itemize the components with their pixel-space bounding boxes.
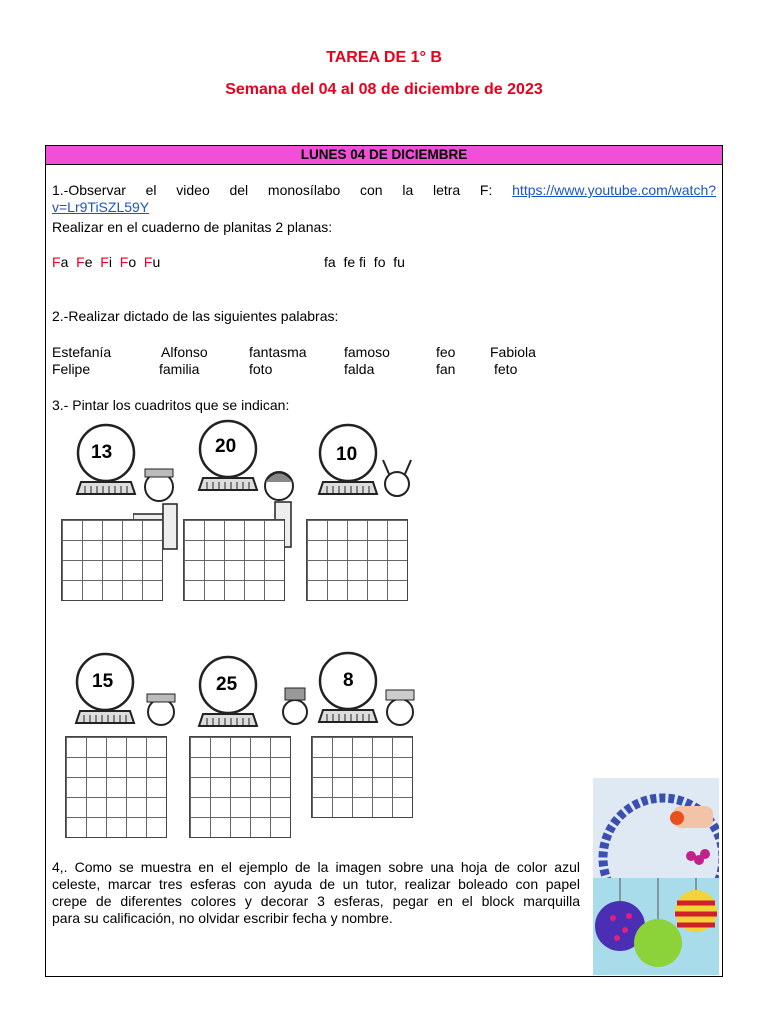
task4-line: 4,. Como se muestra en el ejemplo de la imagen sobre una hoja de color azul (52, 859, 580, 875)
counting-grid (311, 736, 413, 818)
dictation-word: famoso (344, 344, 390, 360)
dictation-word: fan (436, 361, 456, 377)
globe-number: 25 (216, 674, 238, 695)
dictation-word: Felipe (52, 361, 91, 377)
task4-line: para su calificación, no olvidar escribir fecha y nombre. (52, 910, 393, 926)
dictation-word: feo (436, 344, 456, 360)
task3-text: 3.- Pintar los cuadritos que se indican: (52, 397, 290, 413)
globe-number: 10 (336, 444, 358, 465)
ornament-craft-photo (593, 778, 719, 975)
task1-text: 1.-Observar el video del monosílabo con la letra F: (52, 182, 493, 198)
ornament-craft-illustration (593, 778, 719, 975)
task4-line: celeste, marcar tres esferas con ayuda de un tutor, realizar boleado con papel (52, 876, 580, 892)
counting-grid (65, 736, 167, 838)
globe-number: 20 (215, 436, 237, 457)
task1-instruction: Realizar en el cuaderno de planitas 2 planas: (52, 219, 333, 235)
worksheet-image (55, 414, 420, 844)
reindeer-icon (375, 444, 420, 509)
dictation-word: Estefanía (52, 344, 112, 360)
counting-grid (306, 519, 408, 601)
syllable-fi: Fi (100, 254, 112, 270)
dictation-word: fantasma (249, 344, 307, 360)
globe-number: 13 (91, 442, 113, 463)
counting-grid (183, 519, 285, 601)
document-subtitle: Semana del 04 al 08 de diciembre de 2023 (225, 81, 543, 98)
syllable-fa: Fa (52, 254, 69, 270)
dictation-word: feto (494, 361, 518, 377)
day-header: LUNES 04 DE DICIEMBRE (46, 146, 722, 165)
dictation-word: foto (249, 361, 273, 377)
video-link-part2[interactable]: v=Lr9TiSZL59Y (52, 199, 150, 215)
dictation-word: Fabiola (490, 344, 536, 360)
syllable-fu: Fu (143, 254, 161, 270)
syllable-fo: Fo (119, 254, 137, 270)
dictation-word: Alfonso (161, 344, 208, 360)
counting-grid (189, 736, 291, 838)
task4-line: crepe de diferentes colores y decorar 3 esferas, pegar en el block marquilla (52, 893, 580, 909)
globe-number: 8 (343, 670, 354, 691)
dictation-word: familia (159, 361, 200, 377)
globe-number: 15 (92, 671, 114, 692)
lower-syllables: fa fe fi fo fu (324, 254, 405, 270)
counting-grid (61, 519, 163, 601)
dictation-word: falda (344, 361, 375, 377)
video-link-part1[interactable]: https://www.youtube.com/watch? (512, 182, 717, 198)
monday-section (45, 145, 723, 977)
task1-line (52, 182, 716, 199)
document-title: TAREA DE 1° B (326, 49, 442, 66)
syllable-fe: Fe (76, 254, 93, 270)
upper-syllables (52, 254, 160, 271)
task2-text: 2.-Realizar dictado de las siguientes palabras: (52, 308, 339, 324)
